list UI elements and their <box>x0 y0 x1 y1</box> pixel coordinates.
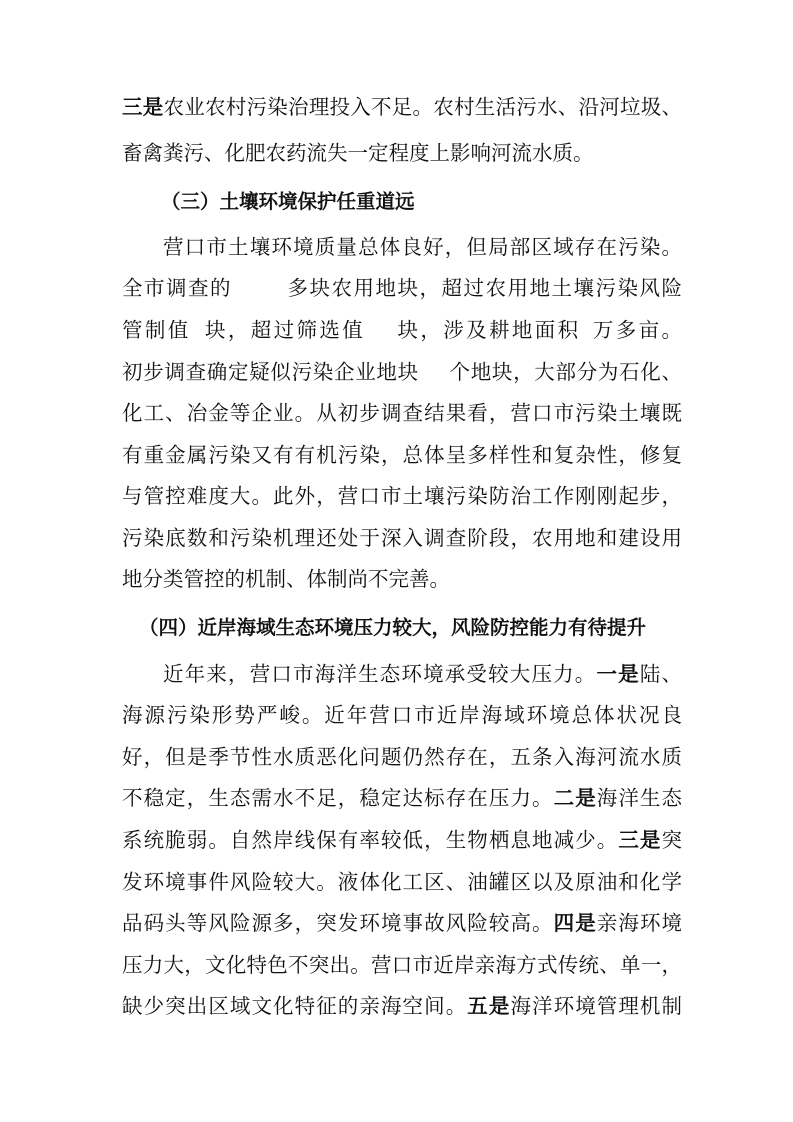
paragraph-line: 不稳定，生态需水不足，稳定达标存在压力。二是海洋生态 <box>122 786 683 810</box>
section-heading-4: （四）近岸海域生态环境压力较大，风险防控能力有待提升 <box>139 616 647 639</box>
paragraph-line: 好，但是季节性水质恶化问题仍然存在，五条入海河流水质 <box>122 745 682 769</box>
paragraph-line: 初步调查确定疑似污染企业地块 个地块，大部分为石化、 <box>122 360 683 384</box>
paragraph-line: 海源污染形势严峻。近年营口市近岸海域环境总体状况良 <box>122 703 682 727</box>
paragraph-line: 畜禽粪污、化肥农药流失一定程度上影响河流水质。 <box>122 141 594 165</box>
paragraph-line: 品码头等风险源多，突发环境事故风险较高。四是亲海环境 <box>122 911 683 935</box>
emphasis-label: 三是 <box>122 95 164 119</box>
paragraph-line: 三是农业农村污染治理投入不足。农村生活污水、沿河垃圾、 <box>122 95 682 119</box>
paragraph-line: 营口市土壤环境质量总体良好，但局部区域存在污染。 <box>163 235 682 259</box>
paragraph-line: 化工、冶金等企业。从初步调查结果看，营口市污染土壤既 <box>122 401 682 425</box>
paragraph-line: 与管控难度大。此外，营口市土壤污染防治工作刚刚起步， <box>122 484 682 508</box>
paragraph-line: 污染底数和污染机理还处于深入调查阶段，农用地和建设用 <box>122 526 682 550</box>
paragraph-line: 地分类管控的机制、体制尚不完善。 <box>122 567 450 591</box>
emphasis-label: 四是 <box>553 911 597 935</box>
paragraph-line: 系统脆弱。自然岸线保有率较低，生物栖息地减少。三是突 <box>122 828 683 852</box>
section-heading-3: （三）土壤环境保护任重道远 <box>161 190 415 213</box>
paragraph-line: 缺少突出区域文化特征的亲海空间。五是海洋环境管理机制 <box>122 994 683 1018</box>
emphasis-label: 三是 <box>618 828 662 852</box>
paragraph-line: 发环境事件风险较大。液体化工区、油罐区以及原油和化学 <box>122 870 682 894</box>
paragraph-line: 近年来，营口市海洋生态环境承受较大压力。一是陆、 <box>163 662 683 686</box>
paragraph-line: 压力大，文化特色不突出。营口市近岸亲海方式传统、单一， <box>122 953 682 977</box>
emphasis-label: 五是 <box>467 994 511 1018</box>
emphasis-label: 二是 <box>553 786 597 810</box>
paragraph-line: 有重金属污染又有有机污染，总体呈多样性和复杂性，修复 <box>122 443 682 467</box>
emphasis-label: 一是 <box>596 662 640 686</box>
paragraph-line: 管制值 块，超过筛选值 块，涉及耕地面积 万多亩。 <box>122 318 682 342</box>
paragraph-line: 全市调查的 多块农用地块，超过农用地土壤污染风险 <box>122 276 682 300</box>
